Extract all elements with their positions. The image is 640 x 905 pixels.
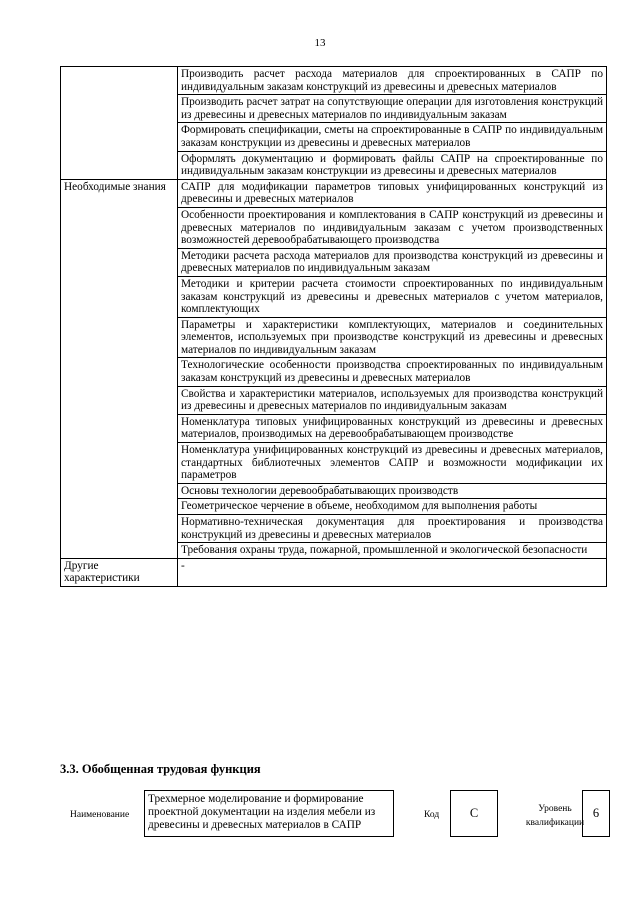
skill-cell: Оформлять документацию и формировать файлы САПР на спроектированные по индивидуальным заказам конструкции из древесины и древесных материалов — [178, 151, 607, 179]
name-label: Наименование — [70, 810, 130, 820]
function-name: Трехмерное моделирование и формирование проектной документации на изделия мебели из древесины и древесных материалов в САПР — [144, 790, 394, 837]
code-label: Код — [424, 810, 440, 820]
code-value: C — [450, 790, 498, 837]
knowledge-cell: Параметры и характеристики комплектующих, материалов и соединительных элементов, используемых при производстве конструкций из древесины и древесных материалов по индивидуальным заказам — [178, 317, 607, 358]
other-label: Другие характеристики — [61, 558, 178, 586]
level-label: Уровень квалификации — [525, 804, 585, 828]
knowledge-cell: Основы технологии деревообрабатывающих производств — [178, 483, 607, 499]
knowledge-cell: Номенклатура типовых унифицированных конструкций из древесины и древесных материалов, производимых на деревообрабатывающем производстве — [178, 414, 607, 442]
other-value: - — [178, 558, 607, 586]
table-row — [61, 558, 607, 586]
section-title: 3.3. Обобщенная трудовая функция — [60, 762, 261, 776]
knowledge-cell: Номенклатура унифицированных конструкций из древесины и древесных материалов, стандартных библиотечных элементов САПР и возможности модификации их параметров — [178, 443, 607, 484]
skill-cell: Формировать спецификации, сметы на спроектированные в САПР по индивидуальным заказам конструкции из древесины и древесных материалов — [178, 123, 607, 151]
knowledge-cell: Нормативно-техническая документация для проектирования и производства конструкций из древесины и древесных материалов — [178, 515, 607, 543]
table-row — [61, 179, 607, 207]
knowledge-cell: Свойства и характеристики материалов, используемых для производства конструкций из древесины и древесных материалов по индивидуальным заказам — [178, 386, 607, 414]
level-value: 6 — [582, 790, 610, 837]
knowledge-cell: САПР для модификации параметров типовых унифицированных конструкций из древесины и древесных материалов — [178, 179, 607, 207]
knowledge-label: Необходимые знания — [61, 179, 178, 558]
skill-cell: Производить расчет затрат на сопутствующие операции для изготовления конструкций из древесины и древесных материалов по индивидуальным заказам — [178, 95, 607, 123]
knowledge-cell: Особенности проектирования и комплектования в САПР конструкций из древесины и древесных материалов по индивидуальным заказам с учетом производственных возможностей деревообрабатывающего производства — [178, 207, 607, 248]
knowledge-cell: Методики и критерии расчета стоимости спроектированных по индивидуальным заказам конструкций из древесины и древесных материалов с учетом материалов, комплектующих — [178, 276, 607, 317]
knowledge-cell: Методики расчета расхода материалов для производства конструкций из древесины и древесных материалов по индивидуальным заказам — [178, 248, 607, 276]
knowledge-cell: Технологические особенности производства спроектированных по индивидуальным заказам конструкций из древесины и древесных материалов — [178, 358, 607, 386]
empty-label-cell — [61, 67, 178, 180]
knowledge-cell: Геометрическое черчение в объеме, необходимом для выполнения работы — [178, 499, 607, 515]
page-number: 13 — [314, 37, 326, 49]
skill-cell: Производить расчет расхода материалов для спроектированных в САПР по индивидуальным заказам конструкций из древесины и древесных материалов — [178, 67, 607, 95]
knowledge-cell: Требования охраны труда, пожарной, промышленной и экологической безопасности — [178, 543, 607, 559]
requirements-table — [60, 66, 607, 587]
table-row — [61, 67, 607, 95]
function-header — [60, 790, 610, 850]
